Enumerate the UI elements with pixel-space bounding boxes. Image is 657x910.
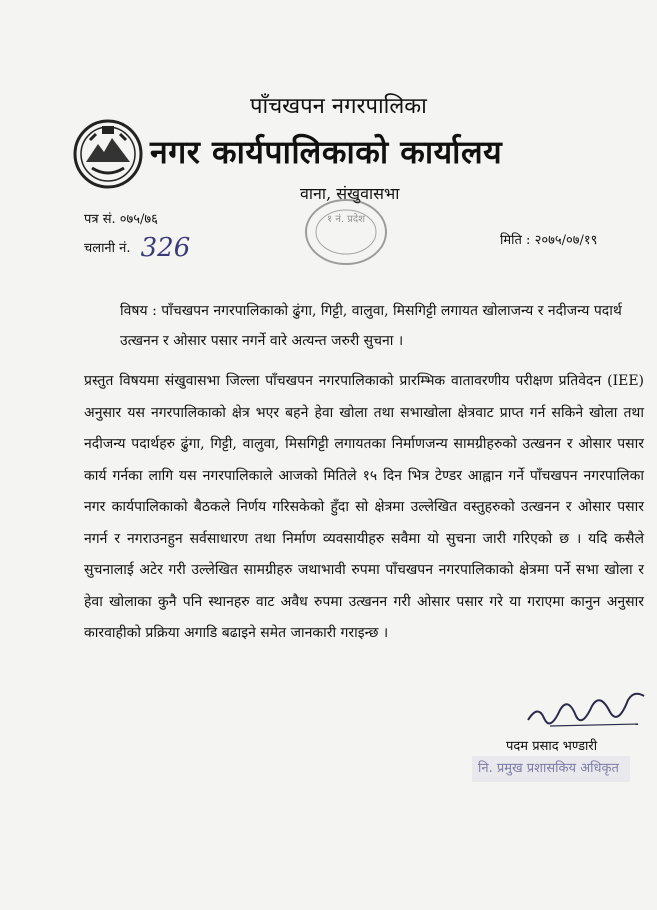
subject-text: पाँचखपन नगरपालिकाको ढुंगा, गिट्टी, वालुवा, मिसगिट्टी लगायत खोलाजन्य र नदीजन्य पदार्थ उत्खनन र ओसार पसार नगर्ने वारे अत्यन्त जरुरी सुचना ।: [120, 303, 622, 349]
date-line: [500, 230, 597, 248]
letter-number: ०७५/७६: [119, 212, 158, 227]
dispatch-number-label: चलानी नं.: [84, 241, 131, 256]
date-label: मिति :: [500, 233, 531, 248]
signer-designation: नि. प्रमुख प्रशासकिय अधिकृत: [478, 761, 619, 776]
subject-line: [120, 296, 640, 356]
office-address: वाना, संखुवासभा: [300, 184, 400, 203]
letter-number-label: पत्र सं.: [84, 212, 116, 227]
reference-block: [84, 208, 190, 261]
signer-name: पदम प्रसाद भण्डारी: [506, 739, 598, 754]
office-title: नगर कार्यपालिकाको कार्यालय: [150, 133, 503, 171]
date-value: २०७५/०७/१९: [534, 233, 598, 248]
dispatch-number: 326: [140, 233, 191, 263]
dispatch-number-row: [84, 232, 190, 261]
nepal-emblem-icon: [72, 118, 144, 190]
office-stamp-icon: [296, 196, 396, 268]
municipality-name: पाँचखपन नगरपालिका: [250, 94, 427, 119]
letter-number-row: [84, 208, 190, 232]
subject-label: विषय :: [120, 303, 157, 319]
stamp-text: १ नं. प्रदेश: [326, 214, 366, 225]
handwritten-signature-icon: [520, 676, 650, 736]
notice-body: प्रस्तुत विषयमा संखुवासभा जिल्ला पाँचखपन नगरपालिकाको प्रारम्भिक वातावरणीय परीक्षण प्रतिवेदन (IEE) अनुसार यस नगरपालिकाको क्षेत्र भएर बहने हेवा खोला तथा सभाखोला क्षेत्रवाट प्राप्त गर्न सकिने खोला तथा नदीजन्य पदार्थहरु ढुंगा, गिट्टी, वालुवा, मिसगिट्टी लगायतका निर्माणजन्य सामग्रीहरुको उत्खनन र ओसार पसार कार्य गर्नका लागि यस नगरपालिकाले आजको मितिले १५ दिन भित्र टेण्डर आह्वान गर्ने पाँचखपन नगरपालिका नगर कार्यपालिकाको बैठकले निर्णय गरिसकेको हुँदा सो क्षेत्रमा उल्लेखित वस्तुहरुको उत्खनन र ओसार पसार नगर्न र नगराउनहुन सर्वसाधारण तथा निर्माण व्यवसायीहरु सवैमा यो सुचना जारी गरिएको छ । यदि कसैले सुचनालाई अटेर गरी उल्लेखित सामग्रीहरु जथाभावी रुपमा पाँचखपन नगरपालिकाको क्षेत्रमा पर्ने सभा खोला र हेवा खोलाका कुनै पनि स्थानहरु वाट अवैध रुपमा उत्खनन गरी ओसार पसार गरे या गराएमा कानुन अनुसार कारवाहीको प्रक्रिया अगाडि बढाइने समेत जानकारी गराइन्छ ।: [84, 373, 644, 641]
